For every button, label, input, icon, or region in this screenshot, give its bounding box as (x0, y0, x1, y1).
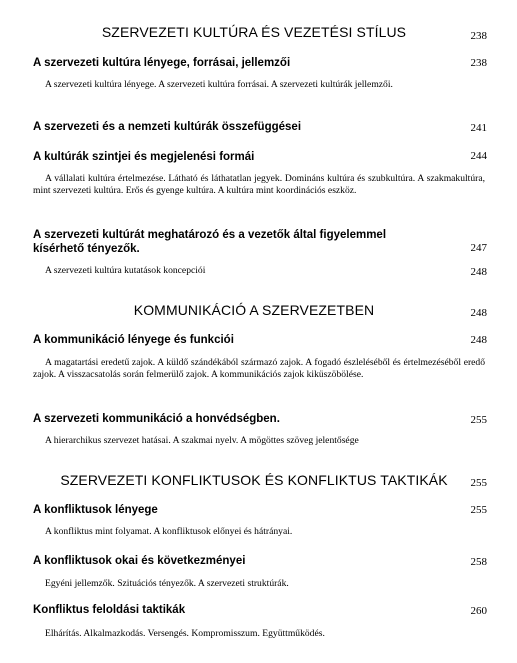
section-title: A szervezeti kultúrát meghatározó és a vezetők által figyelemmel kísérhető tényezők. (33, 229, 387, 255)
section-title: A szervezeti kultúra lényege, forrásai, jellemzői (33, 57, 291, 69)
chapter-title: KOMMUNIKÁCIÓ A SZERVEZETBEN (133, 302, 375, 318)
section-page-number: 255 (470, 504, 487, 516)
section-title: Konfliktus feloldási taktikák (33, 604, 186, 616)
section-page-number: 255 (470, 414, 487, 426)
chapter-title: SZERVEZETI KULTÚRA ÉS VEZETÉSI STÍLUS (101, 24, 407, 40)
chapter-page-number: 248 (470, 307, 487, 319)
section-description: A magatartási eredetű zajok. A küldő szándékából származó zajok. A fogadó észleléséből és értelmezéséből eredő zajok. A visszacsatolás során felmerülő zajok. A kommunikációs zajok kiküszöbölése. (33, 357, 485, 380)
chapter-title: SZERVEZETI KONFLIKTUSOK ÉS KONFLIKTUS TAKTIKÁK (60, 472, 448, 488)
section-page-number: 238 (470, 57, 487, 69)
section-page-number: 260 (470, 605, 487, 617)
section-description: Egyéni jellemzők. Szituációs tényezők. A szervezeti struktúrák. (45, 578, 289, 589)
section-description: A hierarchikus szervezet hatásai. A szakmai nyelv. A mögöttes szöveg jelentősége (45, 435, 359, 446)
section-title: A konfliktusok okai és következményei (33, 555, 246, 567)
section-description: Elhárítás. Alkalmazkodás. Versengés. Kompromisszum. Együttműködés. (45, 628, 325, 639)
section-page-number: 258 (470, 556, 487, 568)
section-description: A szervezeti kultúra lényege. A szervezeti kultúra forrásai. A szervezeti kultúrák jellemzői. (45, 79, 393, 90)
section-title: A kultúrák szintjei és megjelenési formái (33, 151, 255, 163)
section-description: A konfliktus mint folyamat. A konfliktusok előnyei és hátrányai. (45, 526, 293, 537)
section-title: A kommunikáció lényege és funkciói (33, 334, 234, 346)
chapter-page-number: 238 (470, 30, 487, 42)
section-page-number: 247 (470, 242, 487, 254)
section-title: A konfliktusok lényege (33, 504, 158, 516)
chapter-page-number: 255 (470, 477, 487, 489)
section-description: A szervezeti kultúra kutatások koncepciói (45, 265, 206, 276)
section-description: A vállalati kultúra értelmezése. Látható és láthatatlan jegyek. Domináns kultúra és szubkultúra. A szakmakultúra, mint szervezeti kultúra. Erős és gyenge kultúra. A kultúra mint koordinációs eszköz. (33, 173, 485, 196)
section-title: A szervezeti és a nemzeti kultúrák összefüggései (33, 121, 302, 133)
section-page-number: 244 (470, 150, 487, 162)
section-page-number: 248 (470, 334, 487, 346)
description-page-number: 248 (470, 266, 487, 278)
section-page-number: 241 (470, 122, 487, 134)
section-title: A szervezeti kommunikáció a honvédségben. (33, 413, 280, 425)
